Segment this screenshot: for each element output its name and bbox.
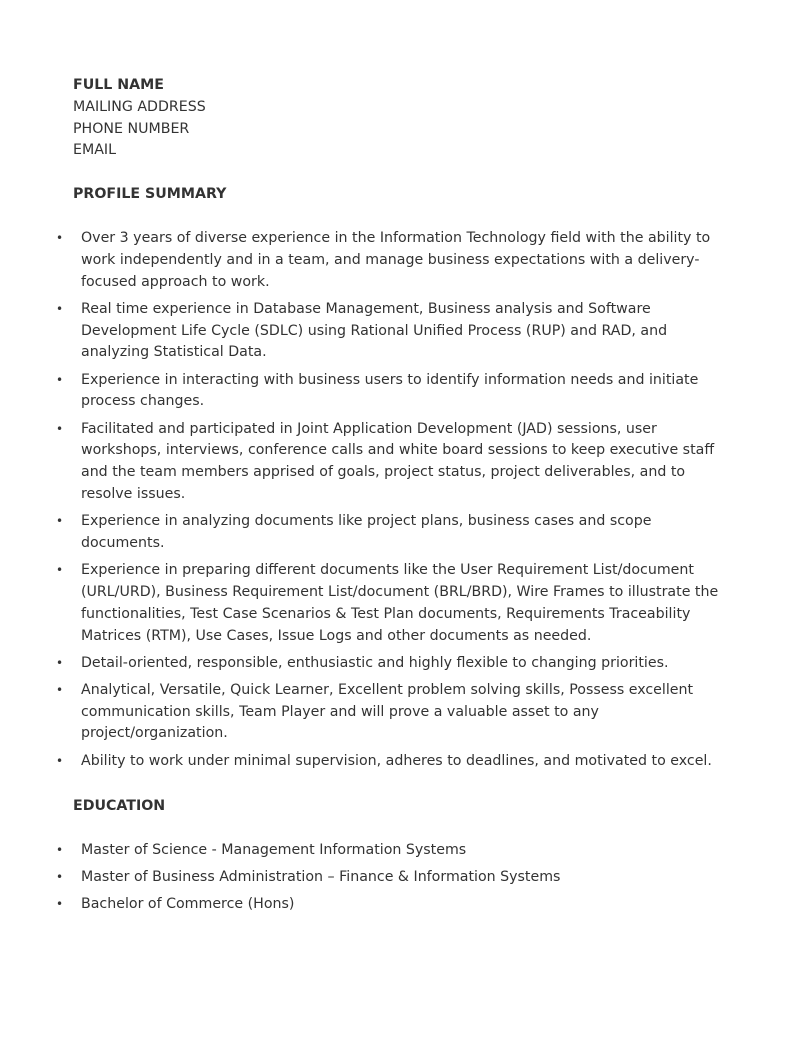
bullet-icon: •	[56, 753, 64, 768]
profile-summary-list	[0, 228, 720, 778]
bullet-icon: •	[56, 231, 64, 245]
bullet-icon: •	[56, 655, 64, 670]
list-item	[0, 370, 720, 414]
list-item	[0, 419, 720, 506]
list-item	[0, 511, 720, 555]
list-item-text: Bachelor of Commerce (Hons)	[81, 896, 295, 913]
list-item	[0, 751, 720, 773]
list-item-text: Detail-oriented, responsible, enthusiastic and highly flexible to changing priorities.	[81, 654, 669, 671]
education-list	[0, 840, 720, 922]
full-name: FULL NAME	[73, 77, 164, 93]
list-item	[0, 840, 720, 862]
mailing-address: MAILING ADDRESS	[73, 98, 206, 115]
list-item-text: Facilitated and participated in Joint Application Development (JAD) sessions, user workshops, interviews, conference calls and white board sessions to keep executive staff and the team members apprised of goals, project status, project deliverables, and to resolve issues.	[81, 420, 715, 502]
bullet-icon: •	[56, 301, 64, 316]
bullet-icon: •	[56, 843, 64, 857]
list-item	[0, 653, 720, 675]
list-item-text: Experience in interacting with business users to identify information needs and initiate process changes.	[81, 371, 699, 410]
list-item	[0, 867, 720, 889]
education-heading: EDUCATION	[73, 798, 166, 814]
bullet-icon: •	[56, 372, 64, 387]
bullet-icon: •	[56, 897, 64, 912]
list-item-text: Ability to work under minimal supervision, adheres to deadlines, and motivated to excel.	[81, 752, 712, 769]
bullet-icon: •	[56, 682, 64, 697]
list-item	[0, 680, 720, 745]
list-item-text: Real time experience in Database Management, Business analysis and Software Development Life Cycle (SDLC) using Rational Unified Process (RUP) and RAD, and analyzing Statistical Data.	[81, 300, 668, 361]
email: EMAIL	[73, 142, 116, 159]
list-item-text: Over 3 years of diverse experience in the Information Technology field with the ability to work independently and in a team, and manage business expectations with a delivery-focused approach to work.	[81, 230, 711, 290]
list-item-text: Master of Business Administration – Finance & Information Systems	[81, 869, 561, 886]
bullet-icon: •	[56, 421, 64, 436]
list-item-text: Experience in preparing different documents like the User Requirement List/document (URL/URD), Business Requirement List/document (BRL/BRD), Wire Frames to illustrate the functionalities, Test Case Scenarios & Test Plan documents, Requirements Traceability Matrices (RTM), Use Cases, Issue Logs and other documents as needed.	[81, 562, 719, 644]
bullet-icon: •	[56, 563, 64, 578]
profile-summary-heading: PROFILE SUMMARY	[73, 186, 227, 202]
list-item-text: Experience in analyzing documents like project plans, business cases and scope documents.	[81, 513, 652, 551]
list-item	[0, 894, 720, 916]
list-item-text: Master of Science - Management Information Systems	[81, 842, 467, 858]
list-item	[0, 299, 720, 364]
list-item	[0, 560, 720, 647]
contact-block	[73, 75, 206, 162]
bullet-icon: •	[56, 870, 64, 885]
list-item-text: Analytical, Versatile, Quick Learner, Excellent problem solving skills, Possess excellent communication skills, Team Player and will prove a valuable asset to any project/organization.	[81, 681, 694, 742]
bullet-icon: •	[56, 514, 64, 529]
list-item	[0, 228, 720, 293]
phone-number: PHONE NUMBER	[73, 120, 190, 137]
